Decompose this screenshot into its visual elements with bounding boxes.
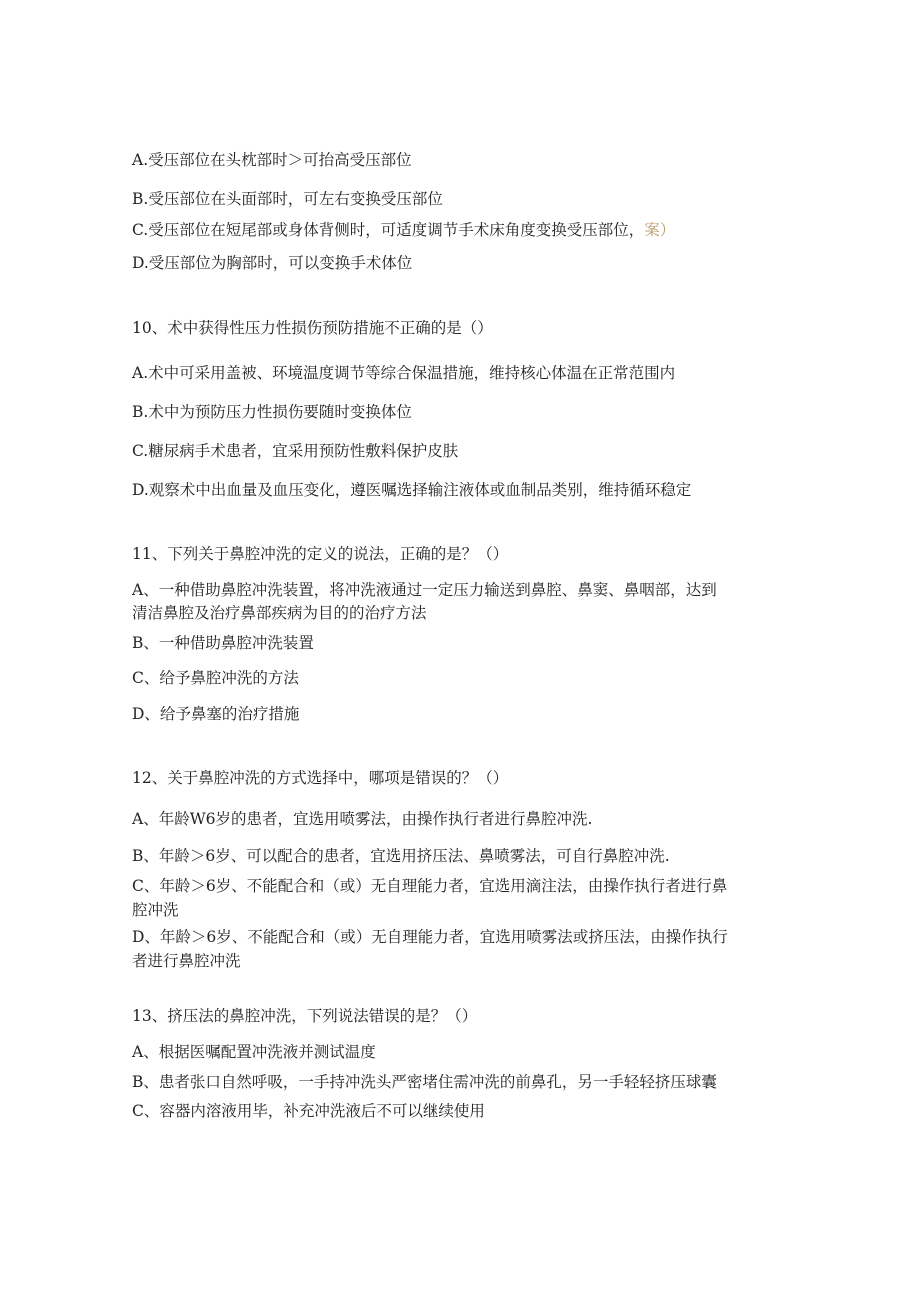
- q12-option-c-line2: 腔冲洗: [132, 901, 179, 919]
- q12-option-d-line2: 者进行鼻腔冲洗: [132, 952, 241, 970]
- q12-question: 12、关于鼻腔冲洗的方式选择中，哪项是错误的？（）: [132, 769, 509, 787]
- q10-option-b: B.术中为预防压力性损伤要随时变换体位: [132, 403, 412, 421]
- q11-option-d: D、给予鼻塞的治疗措施: [132, 705, 300, 723]
- q11-option-a-line2: 清洁鼻腔及治疗鼻部疾病为目的的治疗方法: [132, 604, 427, 622]
- q9-option-b: B.受压部位在头面部时，可左右变换受压部位: [132, 190, 443, 208]
- q11-option-c: C、给予鼻腔冲洗的方法: [132, 669, 299, 687]
- q11-question: 11、下列关于鼻腔冲洗的定义的说法，正确的是？（）: [132, 545, 509, 563]
- q12-option-a: A、年龄W6岁的患者，宜选用喷雾法，由操作执行者进行鼻腔冲洗.: [132, 810, 593, 828]
- q13-option-c: C、容器内溶液用毕，补充冲洗液后不可以继续使用: [132, 1102, 485, 1120]
- q12-option-d-line1: D、年龄＞6岁、不能配合和（或）无自理能力者，宜选用喷雾法或挤压法，由操作执行: [132, 928, 728, 946]
- q10-option-c: C.糖尿病手术患者，宜采用预防性敷料保护皮肤: [132, 442, 459, 460]
- q9-option-a: A.受压部位在头枕部时＞可抬高受压部位: [132, 151, 412, 169]
- q12-option-b: B、年龄＞6岁、可以配合的患者，宜选用挤压法、鼻喷雾法，可自行鼻腔冲洗.: [132, 847, 670, 865]
- q9-option-c-text: C.受压部位在短尾部或身体背侧时，可适度调节手术床角度变换受压部位，: [132, 221, 645, 239]
- q13-option-b: B、患者张口自然呼吸，一手持冲洗头严密堵住需冲洗的前鼻孔，另一手轻轻挤压球囊: [132, 1073, 717, 1091]
- q10-question: 10、术中获得性压力性损伤预防措施不正确的是（）: [132, 319, 493, 337]
- q9-option-c: [132, 218, 675, 242]
- q10-option-d: D.观察术中出血量及血压变化，遵医嘱选择输注液体或血制品类别，维持循环稳定: [132, 481, 692, 499]
- q12-option-c-line1: C、年龄＞6岁、不能配合和（或）无自理能力者，宜选用滴注法，由操作执行者进行鼻: [132, 877, 728, 895]
- q11-option-b: B、一种借助鼻腔冲洗装置: [132, 634, 314, 652]
- q13-option-a: A、根据医嘱配置冲洗液并测试温度: [132, 1043, 376, 1061]
- q11-option-a-line1: A、一种借助鼻腔冲洗装置，将冲洗液通过一定压力输送到鼻腔、鼻窦、鼻咽部，达到: [132, 581, 717, 599]
- q13-question: 13、挤压法的鼻腔冲洗，下列说法错误的是？（）: [132, 1007, 478, 1025]
- q10-option-a: A.术中可采用盖被、环境温度调节等综合保温措施，维持核心体温在正常范围内: [132, 364, 676, 382]
- q9-option-d: D.受压部位为胸部时，可以变换手术体位: [132, 254, 413, 272]
- q9-option-c-suffix: 案）: [644, 221, 676, 239]
